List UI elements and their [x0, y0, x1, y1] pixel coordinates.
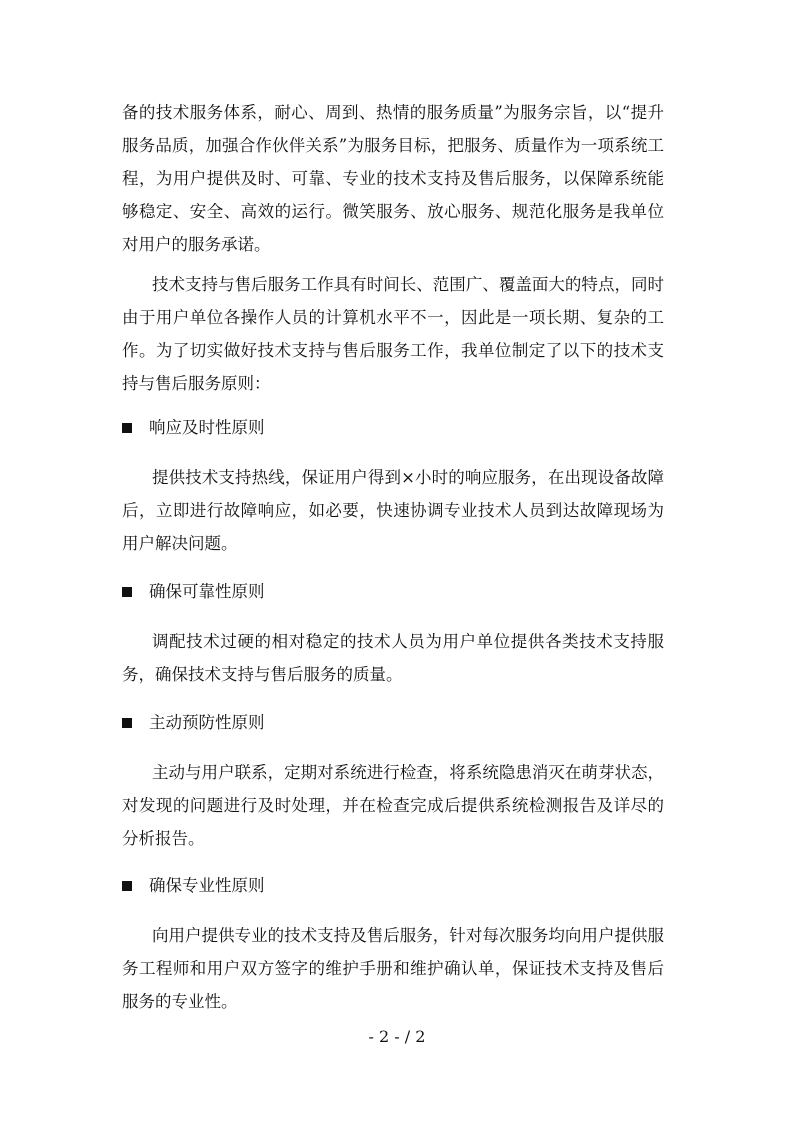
- section-heading-prevention: [122, 706, 664, 739]
- square-bullet-icon: [122, 718, 132, 728]
- square-bullet-icon: [122, 423, 132, 433]
- page-number: - 2 - / 2: [368, 1027, 426, 1046]
- section-heading-response: [122, 411, 664, 444]
- square-bullet-icon: [122, 587, 132, 597]
- section-heading-professional: [122, 869, 664, 902]
- intro-paragraph: 备的技术服务体系，耐心、周到、热情的服务质量”为服务宗旨，以“提升服务品质，加强合作伙伴关系”为服务目标，把服务、质量作为一项系统工程，为用户提供及时、可靠、专业的技术支持及售后服务，以保障系统能够稳定、安全、高效的运行。微笑服务、放心服务、规范化服务是我单位对用户的服务承诺。: [122, 103, 664, 254]
- section-heading-text: 确保可靠性原则: [149, 582, 265, 601]
- section-heading-text: 响应及时性原则: [149, 418, 265, 437]
- section-body-professional: 向用户提供专业的技术支持及售后服务，针对每次服务均向用户提供服务工程师和用户双方签字的维护手册和维护确认单，保证技术支持及售后服务的专业性。: [122, 926, 664, 1011]
- section-body-prevention: 主动与用户联系，定期对系统进行检查，将系统隐患消灭在萌芽状态，对发现的问题进行及时处理，并在检查完成后提供系统检测报告及详尽的分析报告。: [122, 763, 664, 848]
- section-heading-text: 确保专业性原则: [149, 876, 265, 895]
- section-body-response: 提供技术支持热线，保证用户得到×小时的响应服务，在出现设备故障后，立即进行故障响应，如必要，快速协调专业技术人员到达故障现场为用户解决问题。: [122, 468, 664, 553]
- section-heading-reliability: [122, 575, 664, 608]
- principles-intro-paragraph: 技术支持与售后服务工作具有时间长、范围广、覆盖面大的特点，同时由于用户单位各操作人员的计算机水平不一，因此是一项长期、复杂的工作。为了切实做好技术支持与售后服务工作，我单位制定了以下的技术支持与售后服务原则：: [122, 275, 664, 393]
- section-body-reliability: 调配技术过硬的相对稳定的技术人员为用户单位提供各类技术支持服务，确保技术支持与售后服务的质量。: [122, 632, 664, 684]
- square-bullet-icon: [122, 881, 132, 891]
- section-heading-text: 主动预防性原则: [149, 713, 265, 732]
